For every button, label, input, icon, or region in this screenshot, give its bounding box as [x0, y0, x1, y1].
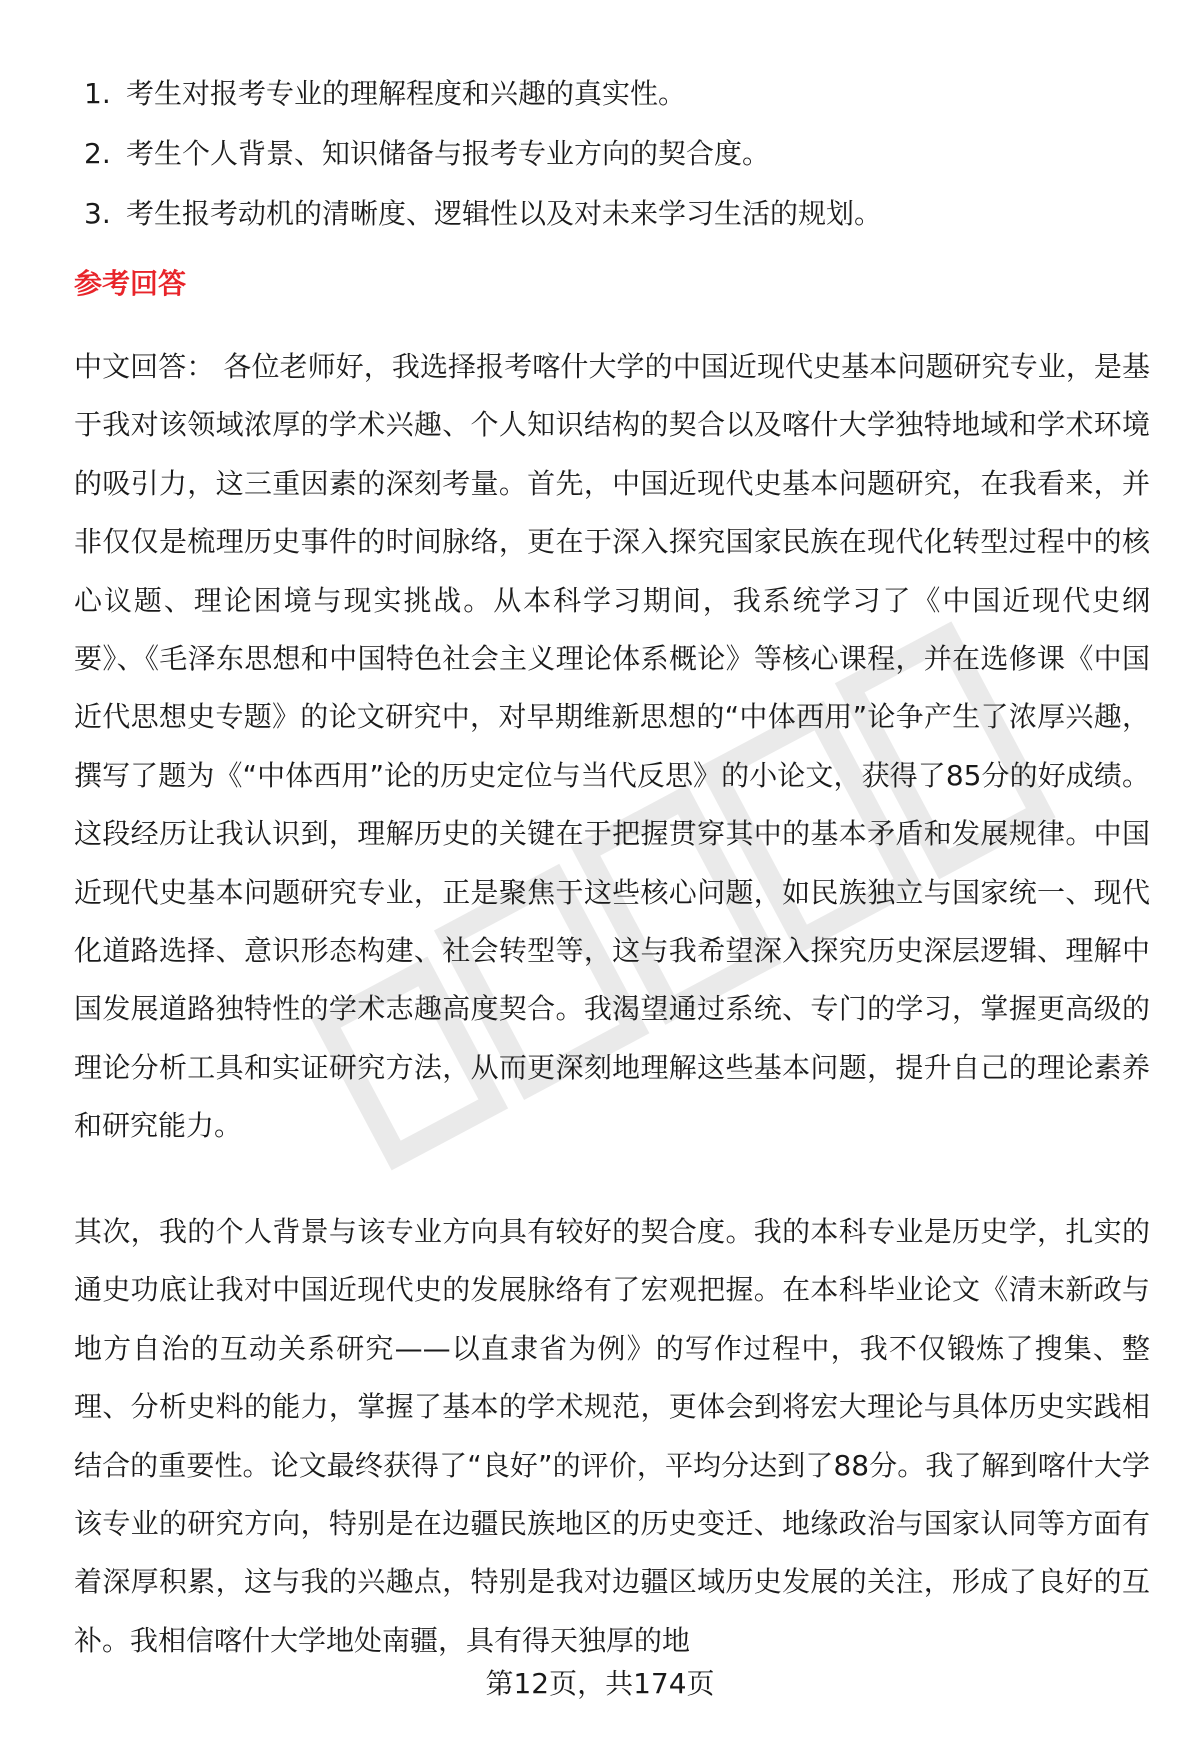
criteria-number: 3.: [84, 197, 111, 230]
criteria-item: [84, 184, 1144, 244]
criteria-number: 1.: [84, 77, 111, 110]
criteria-item: [84, 64, 1144, 124]
criteria-text: 考生对报考专业的理解程度和兴趣的真实性。: [126, 77, 687, 110]
evaluation-criteria-list: [84, 64, 1144, 244]
criteria-item: [84, 124, 1144, 184]
criteria-number: 2.: [84, 137, 111, 170]
answer-paragraph-2: 其次，我的个人背景与该专业方向具有较好的契合度。我的本科专业是历史学，扎实的通史功底让我对中国近现代史的发展脉络有了宏观把握。在本科毕业论文《清末新政与地方自治的互动关系研究——以直隶省为例》的写作过程中，我不仅锻炼了搜集、整理、分析史料的能力，掌握了基本的学术规范，更体会到将宏大理论与具体历史实践相结合的重要性。论文最终获得了“良好”的评价，平均分达到了88分。我了解到喀什大学该专业的研究方向，特别是在边疆民族地区的历史变迁、地缘政治与国家认同等方面有着深厚积累，这与我的兴趣点，特别是我对边疆区域历史发展的关注，形成了良好的互补。我相信喀什大学地处南疆，具有得天独厚的地: [74, 1215, 1150, 1657]
criteria-text: 考生个人背景、知识储备与报考专业方向的契合度。: [126, 137, 771, 170]
criteria-text: 考生报考动机的清晰度、逻辑性以及对未来学习生活的规划。: [126, 197, 883, 230]
answer-paragraph-1: 中文回答： 各位老师好，我选择报考喀什大学的中国近现代史基本问题研究专业，是基于我对该领域浓厚的学术兴趣、个人知识结构的契合以及喀什大学独特地域和学术环境的吸引力，这三重因素的深刻考量。首先，中国近现代史基本问题研究，在我看来，并非仅仅是梳理历史事件的时间脉络，更在于深入探究国家民族在现代化转型过程中的核心议题、理论困境与现实挑战。从本科学习期间，我系统学习了《中国近现代史纲要》、《毛泽东思想和中国特色社会主义理论体系概论》等核心课程，并在选修课《中国近代思想史专题》的论文研究中，对早期维新思想的“中体西用”论争产生了浓厚兴趣，撰写了题为《“中体西用”论的历史定位与当代反思》的小论文，获得了85分的好成绩。这段经历让我认识到，理解历史的关键在于把握贯穿其中的基本矛盾和发展规律。中国近现代史基本问题研究专业，正是聚焦于这些核心问题，如民族独立与国家统一、现代化道路选择、意识形态构建、社会转型等，这与我希望深入探究历史深层逻辑、理解中国发展道路独特性的学术志趣高度契合。我渴望通过系统、专门的学习，掌握更高级的理论分析工具和实证研究方法，从而更深刻地理解这些基本问题，提升自己的理论素养和研究能力。: [74, 350, 1150, 1143]
page-number-footer: 第12页，共174页: [485, 1667, 715, 1700]
reference-answer-heading: 参考回答: [74, 267, 187, 300]
